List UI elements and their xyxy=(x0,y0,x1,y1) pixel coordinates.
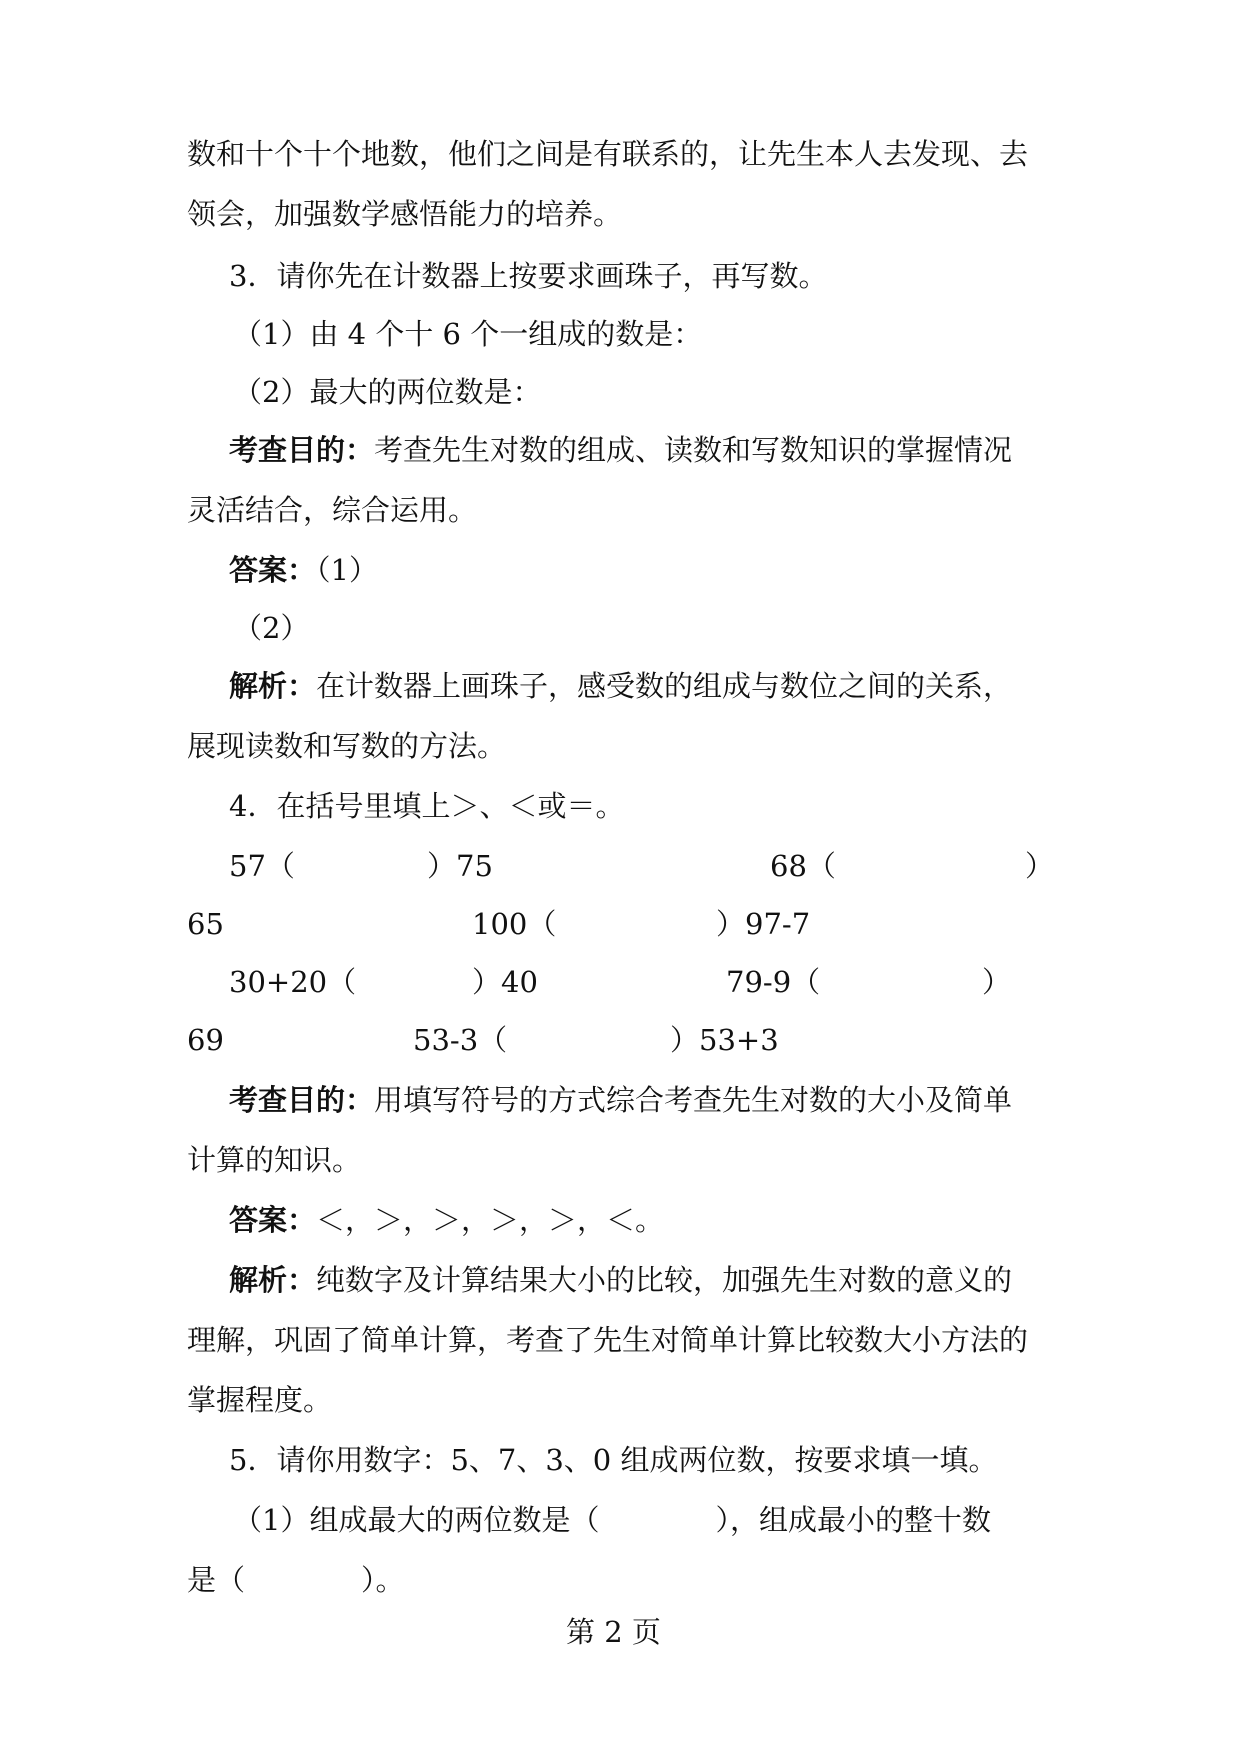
body-text: 理解，巩固了简单计算，考查了先生对简单计算比较数大小方法的 xyxy=(187,1323,1029,1357)
compare-expression: 30+20（ xyxy=(229,965,357,999)
question-title: 3．请你先在计数器上按要求画珠子，再写数。 xyxy=(229,259,828,293)
compare-expression: ） xyxy=(1025,849,1055,883)
answer-label: 答案： xyxy=(229,553,317,587)
purpose-text: 用填写符号的方式综合考查先生对数的大小及简单 xyxy=(374,1083,1013,1117)
body-text: 灵活结合，综合运用。 xyxy=(187,493,478,527)
compare-expression: 57（ xyxy=(229,849,295,883)
question-title: 4．在括号里填上＞、＜或＝。 xyxy=(229,789,625,823)
body-text: 数和十个十个地数，他们之间是有联系的，让先生本人去发现、去 xyxy=(187,137,1029,171)
compare-expression: 100（ xyxy=(472,907,557,941)
body-text: 是（ ）。 xyxy=(187,1563,405,1597)
body-text: 展现读数和写数的方法。 xyxy=(187,729,507,763)
analysis-text: 纯数字及计算结果大小的比较，加强先生对数的意义的 xyxy=(316,1263,1013,1297)
analysis-label: 解析： xyxy=(229,669,317,703)
analysis-text: 在计数器上画珠子，感受数的组成与数位之间的关系， xyxy=(316,669,1013,703)
purpose-label: 考查目的： xyxy=(229,433,375,467)
purpose-paragraph xyxy=(229,430,1012,470)
analysis-paragraph xyxy=(229,1260,1012,1300)
question-item: （1）组成最大的两位数是（ ），组成最小的整十数 xyxy=(233,1503,991,1537)
body-text: 掌握程度。 xyxy=(187,1383,333,1417)
body-text: 领会，加强数学感悟能力的培养。 xyxy=(187,197,623,231)
compare-expression: 79-9（ xyxy=(726,965,821,999)
answer-text: （1） xyxy=(316,553,378,587)
answer-label: 答案： xyxy=(229,1203,317,1237)
answer-paragraph xyxy=(229,1200,664,1240)
compare-expression: 65 xyxy=(187,907,224,941)
analysis-paragraph xyxy=(229,666,1012,706)
question-title: 5．请你用数字：5、7、3、0 组成两位数，按要求填一填。 xyxy=(229,1443,998,1477)
compare-expression: ）75 xyxy=(427,849,493,883)
purpose-label: 考查目的： xyxy=(229,1083,375,1117)
answer-paragraph xyxy=(229,550,378,590)
compare-expression: ）53+3 xyxy=(670,1023,779,1057)
analysis-label: 解析： xyxy=(229,1263,317,1297)
compare-expression: 69 xyxy=(187,1023,224,1057)
compare-expression: 53-3（ xyxy=(413,1023,508,1057)
page-number: 第 2 页 xyxy=(566,1615,661,1649)
compare-expression: ）40 xyxy=(472,965,538,999)
question-item: （2）最大的两位数是： xyxy=(233,375,542,409)
purpose-paragraph xyxy=(229,1080,1012,1120)
compare-expression: ）97-7 xyxy=(716,907,811,941)
answer-text: （2） xyxy=(233,611,310,645)
body-text: 计算的知识。 xyxy=(187,1143,362,1177)
compare-expression: ） xyxy=(982,965,1012,999)
compare-expression: 68（ xyxy=(770,849,836,883)
answer-text: ＜，＞，＞，＞，＞，＜。 xyxy=(316,1203,665,1237)
purpose-text: 考查先生对数的组成、读数和写数知识的掌握情况 xyxy=(374,433,1013,467)
question-item: （1）由 4 个十 6 个一组成的数是： xyxy=(233,317,703,351)
